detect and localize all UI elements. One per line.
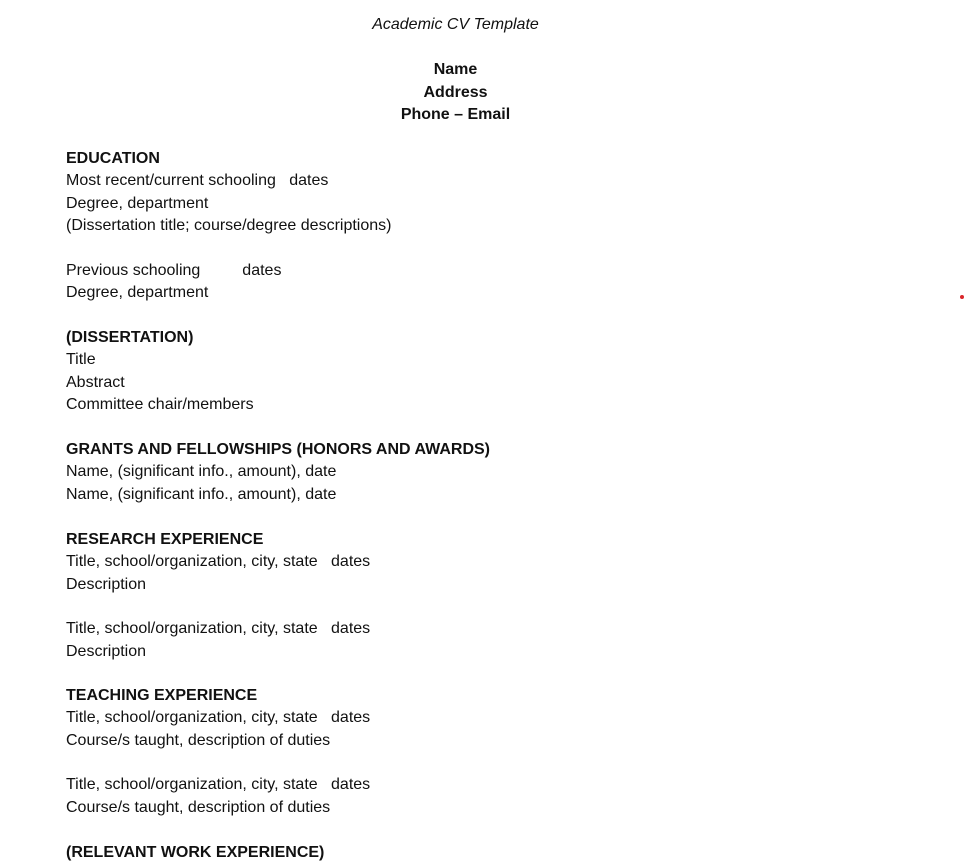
dissertation-committee: Committee chair/members [66,396,254,414]
section-heading-work: (RELEVANT WORK EXPERIENCE) [66,844,325,861]
header-address: Address [423,83,488,101]
red-marker-dot [960,295,964,299]
research-entry-2-description: Description [66,642,147,660]
dissertation-abstract: Abstract [66,373,125,391]
teaching-entry-1-title-line [66,707,886,729]
dissertation-section [66,327,886,417]
work-section [66,842,886,864]
education-entry-1-school: Most recent/current schooling [66,172,276,190]
document-title: Academic CV Template [372,16,539,33]
contact-header [0,59,911,127]
research-entry-2-dates: dates [331,620,371,638]
research-section [66,529,886,663]
teaching-entry-1-dates: dates [331,709,371,727]
education-entry-1-dates: dates [289,172,329,190]
education-entry-2-school-line [66,260,886,282]
header-name: Name [433,61,478,78]
research-entry-2-title-line [66,618,886,640]
section-heading-grants: GRANTS AND FELLOWSHIPS (HONORS AND AWARDS) [66,441,490,458]
grant-item-2: Name, (significant info., amount), date [66,485,337,503]
section-heading-teaching: TEACHING EXPERIENCE [66,687,258,704]
section-heading-education: EDUCATION [66,150,160,167]
section-heading-dissertation: (DISSERTATION) [66,329,194,346]
section-heading-research: RESEARCH EXPERIENCE [66,531,264,548]
teaching-entry-2-title-line [66,774,886,796]
research-entry-2-title: Title, school/organization, city, state [66,620,318,638]
teaching-entry-1-description: Course/s taught, description of duties [66,731,331,749]
education-entry-2-dates: dates [242,261,282,279]
education-entry-2-degree: Degree, department [66,284,209,302]
teaching-entry-1-title: Title, school/organization, city, state [66,709,318,727]
education-section [66,148,886,304]
teaching-entry-2-title: Title, school/organization, city, state [66,776,318,794]
education-entry-2-school: Previous schooling [66,261,201,279]
education-entry-1-degree: Degree, department [66,194,209,212]
research-entry-1-title-line [66,551,886,573]
grants-section [66,439,886,506]
teaching-entry-2-dates: dates [331,776,371,794]
research-entry-1-description: Description [66,575,147,593]
teaching-entry-2-description: Course/s taught, description of duties [66,798,331,816]
research-entry-1-title: Title, school/organization, city, state [66,553,318,571]
education-entry-1-description: (Dissertation title; course/degree descriptions) [66,217,392,235]
header-contact: Phone – Email [400,106,511,123]
dissertation-title: Title [66,351,96,369]
teaching-section [66,685,886,819]
grant-item-1: Name, (significant info., amount), date [66,463,337,481]
research-entry-1-dates: dates [331,553,371,571]
education-entry-1-school-line [66,170,886,192]
